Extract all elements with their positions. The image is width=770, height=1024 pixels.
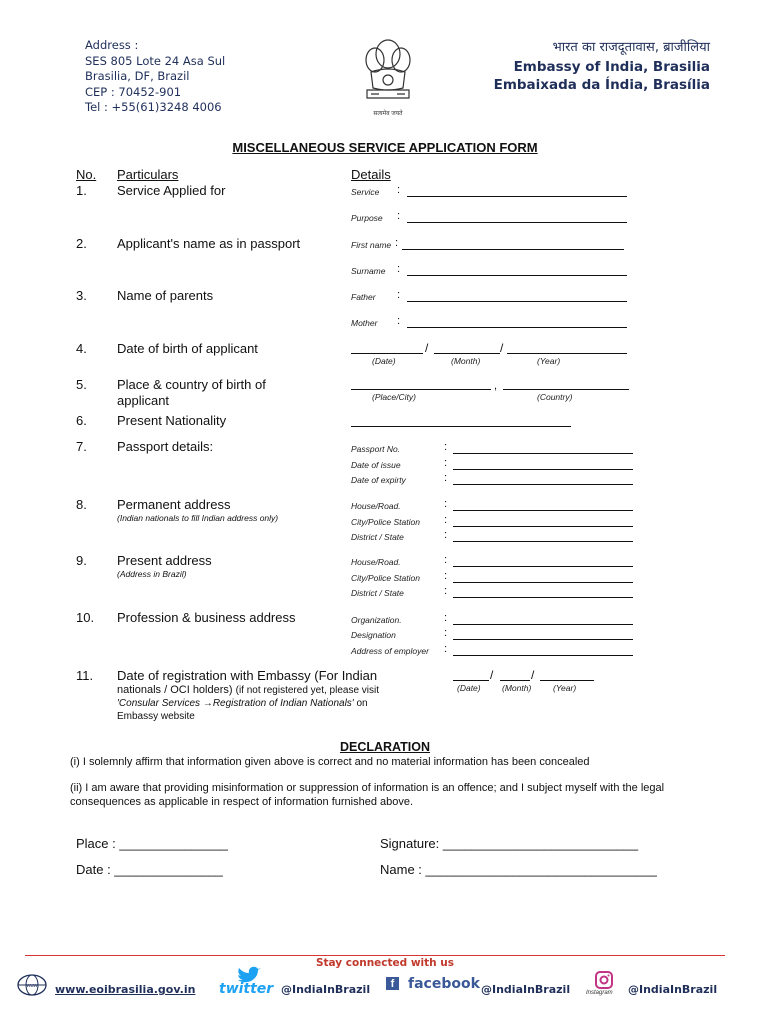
item-note: (Address in Brazil) <box>117 569 187 579</box>
purpose-input[interactable] <box>407 222 627 223</box>
item-no: 5. <box>76 377 87 392</box>
item-label-part: 'Consular Services →Registration of Indian Nationals' <box>117 698 354 709</box>
item-no: 7. <box>76 439 87 454</box>
item-label-part: (if not registered yet, please visit <box>235 685 380 696</box>
col-details: Details <box>351 167 391 182</box>
reg-year-input[interactable] <box>540 680 594 681</box>
footer-divider <box>25 955 725 956</box>
item-label: Present Nationality <box>117 413 227 428</box>
field-label: Date of issue <box>351 460 401 470</box>
perm-house-input[interactable] <box>453 510 633 511</box>
item-label: Permanent address <box>117 497 231 512</box>
item-label: Present address <box>117 553 212 568</box>
field-label: Date of expirty <box>351 475 406 485</box>
field-label: House/Road. <box>351 557 401 567</box>
item-label: Passport details: <box>117 439 214 454</box>
field-label: Address of employer <box>351 646 429 656</box>
website-link[interactable]: www.eoibrasilia.gov.in <box>55 983 196 996</box>
emblem-of-india-icon <box>357 32 419 124</box>
organization-input[interactable] <box>453 624 633 625</box>
signature-field[interactable]: Signature: ___________________________ <box>380 836 639 851</box>
item-label: Profession & business address <box>117 610 296 625</box>
field-label: Designation <box>351 630 396 640</box>
item-label-cont: applicant <box>117 393 170 408</box>
sub-label: (Date) <box>372 356 396 366</box>
facebook-icon: f <box>386 977 399 990</box>
item-label: Applicant's name as in passport <box>117 236 301 251</box>
embassy-name-english: Embassy of India, Brasilia <box>513 59 710 75</box>
item-label: Date of registration with Embassy (For Indian <box>117 668 378 683</box>
field-label: Purpose <box>351 213 383 223</box>
declaration-title: DECLARATION <box>339 740 431 754</box>
item-label: Service Applied for <box>117 183 226 198</box>
address-line: CEP : 70452-901 <box>85 84 182 99</box>
globe-icon <box>16 974 48 1001</box>
birth-country-input[interactable] <box>503 389 629 390</box>
perm-district-input[interactable] <box>453 541 633 542</box>
pres-city-input[interactable] <box>453 582 633 583</box>
instagram-handle[interactable]: @IndiaInBrazil <box>628 983 718 996</box>
field-label: Surname <box>351 266 386 276</box>
address-line: SES 805 Lote 24 Asa Sul <box>85 53 226 68</box>
father-name-input[interactable] <box>407 301 627 302</box>
svg-text:www: www <box>26 983 38 989</box>
sub-label: (Year) <box>537 356 561 366</box>
address-line: Tel : +55(61)3248 4006 <box>85 100 222 114</box>
reg-date-input[interactable] <box>453 680 489 681</box>
field-label: Mother <box>351 318 378 328</box>
declaration-line-1: (i) I solemnly affirm that information given above is correct and no material information has been concealed <box>70 756 590 768</box>
dob-year-input[interactable] <box>507 353 627 354</box>
col-no: No. <box>76 167 97 182</box>
stay-connected: Stay connected with us <box>315 957 455 969</box>
field-label: Passport No. <box>351 444 401 454</box>
sub-label: (Date) <box>457 683 481 693</box>
item-no: 1. <box>76 183 87 198</box>
form-title: MISCELLANEOUS SERVICE APPLICATION FORM <box>232 140 538 155</box>
field-label: District / State <box>351 532 404 542</box>
instagram-wordmark: Instagram <box>586 990 613 996</box>
field-label: Service <box>351 187 380 197</box>
field-label: Organization. <box>351 615 402 625</box>
item-note: (Indian nationals to fill Indian address only) <box>117 513 279 523</box>
place-field[interactable]: Place : _______________ <box>76 836 228 851</box>
item-label-cont <box>117 698 368 709</box>
embassy-name-hindi: भारत का राजदूतावास, ब्राजीलिया <box>552 40 710 55</box>
nationality-input[interactable] <box>351 426 571 427</box>
facebook-wordmark: facebook <box>408 976 480 992</box>
sub-label: (Month) <box>502 683 532 693</box>
sub-label: (Place/City) <box>372 392 416 402</box>
reg-month-input[interactable] <box>500 680 530 681</box>
embassy-names <box>494 38 710 94</box>
item-label: Place & country of birth of <box>117 377 266 392</box>
item-label: Name of parents <box>117 288 214 303</box>
field-label: District / State <box>351 588 404 598</box>
first-name-input[interactable] <box>402 249 624 250</box>
perm-city-input[interactable] <box>453 526 633 527</box>
field-label: First name <box>351 240 392 250</box>
name-field[interactable]: Name : ________________________________ <box>380 862 657 877</box>
embassy-address <box>85 38 225 116</box>
birth-place-input[interactable] <box>351 389 491 390</box>
twitter-handle[interactable]: @IndiaInBrazil <box>281 983 371 996</box>
item-no: 6. <box>76 413 87 428</box>
facebook-handle[interactable]: @IndiaInBrazil <box>481 983 571 996</box>
item-label: Date of birth of applicant <box>117 341 258 356</box>
sub-label: (Year) <box>553 683 577 693</box>
emblem-motto: सत्यमेव जयते <box>373 111 403 117</box>
address-title: Address : <box>85 38 139 52</box>
item-label-part: nationals / OCI holders) <box>117 684 233 696</box>
twitter-wordmark: twitter <box>219 981 274 997</box>
pres-district-input[interactable] <box>453 597 633 598</box>
item-label-cont <box>117 684 379 696</box>
field-label: House/Road. <box>351 501 401 511</box>
item-no: 4. <box>76 341 87 356</box>
item-no: 3. <box>76 288 87 303</box>
item-label-cont: Embassy website <box>117 711 195 722</box>
date-field[interactable]: Date : _______________ <box>76 862 223 877</box>
item-no: 11. <box>76 668 94 683</box>
col-particulars: Particulars <box>117 167 179 182</box>
mother-name-input[interactable] <box>407 327 627 328</box>
item-label-part: on <box>356 698 368 709</box>
date-of-issue-input[interactable] <box>453 469 633 470</box>
item-no: 8. <box>76 497 87 512</box>
employer-address-input[interactable] <box>453 655 633 656</box>
field-label: City/Police Station <box>351 573 420 583</box>
surname-input[interactable] <box>407 275 627 276</box>
date-of-expiry-input[interactable] <box>453 484 633 485</box>
passport-no-input[interactable] <box>453 453 633 454</box>
field-label: Father <box>351 292 376 302</box>
embassy-name-portuguese: Embaixada da Índia, Brasília <box>493 77 710 93</box>
service-input[interactable] <box>407 196 627 197</box>
field-label: City/Police Station <box>351 517 420 527</box>
dob-date-input[interactable] <box>351 353 423 354</box>
designation-input[interactable] <box>453 639 633 640</box>
dob-month-input[interactable] <box>434 353 500 354</box>
pres-house-input[interactable] <box>453 566 633 567</box>
item-no: 9. <box>76 553 87 568</box>
item-no: 10. <box>76 610 95 625</box>
declaration-line-2: (ii) I am aware that providing misinformation or suppression of information is an offence; and I subject myself with the legal consequences as applicable in respect of information furnished above. <box>70 782 665 808</box>
sub-label: (Country) <box>537 392 573 402</box>
item-no: 2. <box>76 236 87 251</box>
address-line: Brasilia, DF, Brazil <box>85 69 190 83</box>
sub-label: (Month) <box>451 356 481 366</box>
